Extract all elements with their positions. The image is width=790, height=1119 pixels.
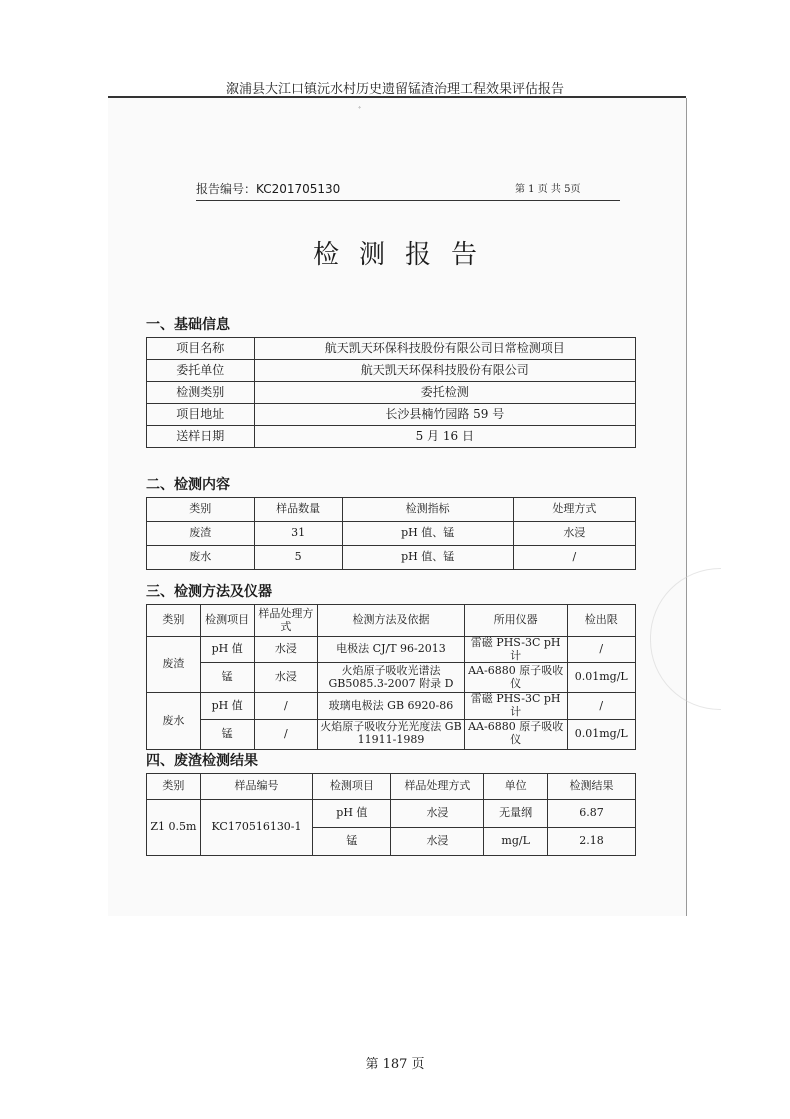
category-cell: 废渣 — [147, 637, 201, 693]
column-header: 检测项目 — [313, 774, 391, 800]
table-row — [147, 719, 636, 749]
page-footer: 第 187 页 — [365, 1057, 425, 1072]
value-cell: 5 月 16 日 — [254, 426, 635, 448]
cell: 6.87 — [547, 800, 635, 828]
cell: pH 值、锰 — [342, 522, 513, 546]
results-table — [146, 773, 636, 856]
column-header: 单位 — [484, 774, 548, 800]
section-results: 四、废渣检测结果 — [146, 753, 258, 769]
table-row — [147, 546, 636, 570]
cell: / — [254, 693, 318, 719]
column-header: 检测指标 — [342, 498, 513, 522]
cell: pH 值 — [313, 800, 391, 828]
cell: 火焰原子吸收分光光度法 GB 11911-1989 — [318, 719, 465, 749]
cell: 锰 — [200, 663, 254, 693]
table-row — [147, 360, 636, 382]
table-row — [147, 637, 636, 663]
column-header: 检测方法及依据 — [318, 605, 465, 637]
scan-mark: ﾞ — [358, 107, 363, 117]
column-header: 类别 — [147, 605, 201, 637]
column-header: 类别 — [147, 774, 201, 800]
value-cell: 航天凯天环保科技股份有限公司日常检测项目 — [254, 338, 635, 360]
cell: pH 值 — [200, 693, 254, 719]
cell: / — [513, 546, 635, 570]
cell: 锰 — [200, 719, 254, 749]
table-header-row — [147, 498, 636, 522]
cell: 雷磁 PHS-3C pH 计 — [464, 693, 567, 719]
column-header: 检出限 — [567, 605, 636, 637]
cell: 火焰原子吸收光谱法 GB5085.3-2007 附录 D — [318, 663, 465, 693]
table-row — [147, 404, 636, 426]
cell: / — [567, 693, 636, 719]
column-header: 处理方式 — [513, 498, 635, 522]
category-cell: 废水 — [147, 693, 201, 749]
cell: 2.18 — [547, 828, 635, 856]
cell: 电极法 CJ/T 96-2013 — [318, 637, 465, 663]
cell: mg/L — [484, 828, 548, 856]
table-row — [147, 426, 636, 448]
page-count: 第 1 页 共 5页 — [515, 184, 581, 195]
column-header: 所用仪器 — [464, 605, 567, 637]
table-row — [147, 693, 636, 719]
test-content-table — [146, 497, 636, 570]
methods-table — [146, 604, 636, 750]
cell: 0.01mg/L — [567, 719, 636, 749]
table-row — [147, 522, 636, 546]
cell: 废渣 — [147, 522, 255, 546]
label-cell: 送样日期 — [147, 426, 255, 448]
value-cell: 航天凯天环保科技股份有限公司 — [254, 360, 635, 382]
cell: 水浸 — [254, 637, 318, 663]
cell: 0.01mg/L — [567, 663, 636, 693]
cell: 水浸 — [391, 800, 484, 828]
table-row — [147, 338, 636, 360]
section-basic-info: 一、基础信息 — [146, 317, 230, 333]
cell: pH 值、锰 — [342, 546, 513, 570]
column-header: 检测结果 — [547, 774, 635, 800]
cell: 水浸 — [254, 663, 318, 693]
cell: 废水 — [147, 546, 255, 570]
label-cell: 委托单位 — [147, 360, 255, 382]
sample-number-cell: KC170516130-1 — [200, 800, 312, 856]
table-header-row — [147, 774, 636, 800]
cell: 5 — [254, 546, 342, 570]
column-header: 样品数量 — [254, 498, 342, 522]
cell: AA-6880 原子吸收仪 — [464, 663, 567, 693]
column-header: 类别 — [147, 498, 255, 522]
table-header-row — [147, 605, 636, 637]
cell: 31 — [254, 522, 342, 546]
title-divider — [196, 200, 620, 201]
cell: / — [567, 637, 636, 663]
cell: 水浸 — [391, 828, 484, 856]
label-cell: 项目名称 — [147, 338, 255, 360]
value-cell: 长沙县楠竹园路 59 号 — [254, 404, 635, 426]
value-cell: 委托检测 — [254, 382, 635, 404]
section-methods: 三、检测方法及仪器 — [146, 584, 272, 600]
category-cell: Z1 0.5m — [147, 800, 201, 856]
cell: 无量纲 — [484, 800, 548, 828]
cell: 玻璃电极法 GB 6920-86 — [318, 693, 465, 719]
cell: 雷磁 PHS-3C pH 计 — [464, 637, 567, 663]
column-header: 样品处理方式 — [254, 605, 318, 637]
column-header: 样品处理方式 — [391, 774, 484, 800]
document-header: 溆浦县大江口镇沅水村历史遗留锰渣治理工程效果评估报告 — [225, 82, 564, 97]
basic-info-table — [146, 337, 636, 448]
label-cell: 项目地址 — [147, 404, 255, 426]
cell: 水浸 — [513, 522, 635, 546]
column-header: 样品编号 — [200, 774, 312, 800]
label-cell: 检测类别 — [147, 382, 255, 404]
cell: pH 值 — [200, 637, 254, 663]
table-row — [147, 800, 636, 828]
table-row — [147, 382, 636, 404]
cell: AA-6880 原子吸收仪 — [464, 719, 567, 749]
page-title: 检测报告 — [312, 240, 497, 270]
table-row — [147, 663, 636, 693]
section-test-content: 二、检测内容 — [146, 477, 230, 493]
cell: / — [254, 719, 318, 749]
report-number: 报告编号：KC201705130 — [196, 182, 341, 196]
column-header: 检测项目 — [200, 605, 254, 637]
cell: 锰 — [313, 828, 391, 856]
